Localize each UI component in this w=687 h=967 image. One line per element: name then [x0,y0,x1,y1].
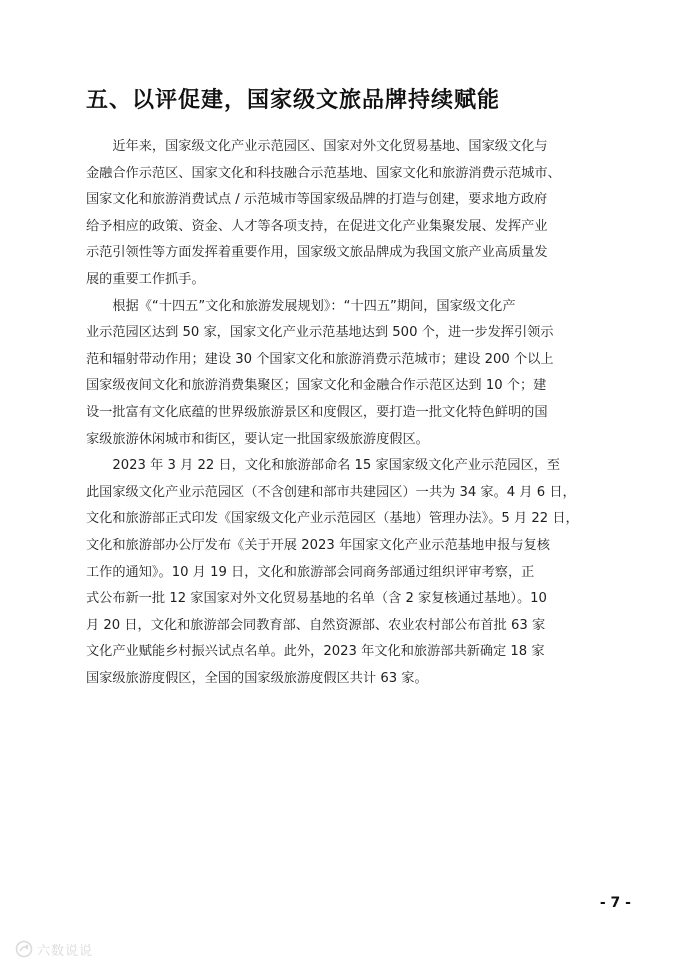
paragraph-line: 国家级夜间文化和旅游消费集聚区；国家文化和金融合作示范区达到 10 个；建 [86,378,547,394]
paragraph-3 [86,453,602,692]
watermark [14,938,93,960]
paragraph-line: 文化和旅游部正式印发《国家级文化产业示范园区（基地）管理办法》。5 月 22 日， [86,511,579,527]
paragraph-line: 国家级旅游度假区，全国的国家级旅游度假区共计 63 家。 [86,670,428,686]
section-heading: 五、以评促建，国家级文旅品牌持续赋能 [86,88,501,113]
paragraph-line: 示范引领性等方面发挥着重要作用，国家级文旅品牌成为我国文旅产业高质量发 [86,245,548,261]
paragraph-line: 国家文化和旅游消费试点 / 示范城市等国家级品牌的打造与创建，要求地方政府 [86,192,548,208]
paragraph-line: 家级旅游休闲城市和街区，要认定一批国家级旅游度假区。 [86,431,429,447]
paragraph-line: 此国家级文化产业示范园区（不含创建和部市共建园区）一共为 34 家。4 月 6 日， [86,484,576,500]
paragraph-line: 设一批富有文化底蕴的世界级旅游景区和度假区，要打造一批文化特色鲜明的国 [86,404,548,420]
paragraph-line: 根据《“十四五”文化和旅游发展规划》：“十四五”期间，国家级文化产 [86,298,516,314]
body-text [86,134,602,692]
paragraph-line: 范和辐射带动作用；建设 30 个国家文化和旅游消费示范城市；建设 200 个以上 [86,351,554,367]
paragraph-line: 给予相应的政策、资金、人才等各项支持，在促进文化产业集聚发展、发挥产业 [86,218,548,234]
paragraph-line: 月 20 日，文化和旅游部会同教育部、自然资源部、农业农村部公布首批 63 家 [86,617,546,633]
paragraph-1 [86,134,602,294]
paragraph-line: 文化和旅游部办公厅发布《关于开展 2023 年国家文化产业示范基地申报与复核 [86,537,550,553]
page-number: - 7 - [599,895,631,911]
logo-mark-icon [14,939,34,959]
paragraph-2 [86,294,602,454]
paragraph-line: 文化产业赋能乡村振兴试点名单。此外，2023 年文化和旅游部共新确定 18 家 [86,644,545,660]
paragraph-line: 业示范园区达到 50 家，国家文化产业示范基地达到 500 个，进一步发挥引领示 [86,325,554,341]
paragraph-line: 2023 年 3 月 22 日，文化和旅游部命名 15 家国家级文化产业示范园区，至 [86,458,561,474]
paragraph-line: 金融合作示范区、国家文化和科技融合示范基地、国家文化和旅游消费示范城市、 [86,165,561,181]
paragraph-line: 近年来，国家级文化产业示范园区、国家对外文化贸易基地、国家级文化与 [86,139,548,154]
paragraph-line: 式公布新一批 12 家国家对外文化贸易基地的名单（含 2 家复核通过基地）。10 [86,591,547,607]
paragraph-line: 展的重要工作抓手。 [86,271,205,287]
watermark-text: 六数说说 [37,943,94,959]
paragraph-line: 工作的通知》。10 月 19 日，文化和旅游部会同商务部通过组织评审考察，正 [86,564,535,580]
